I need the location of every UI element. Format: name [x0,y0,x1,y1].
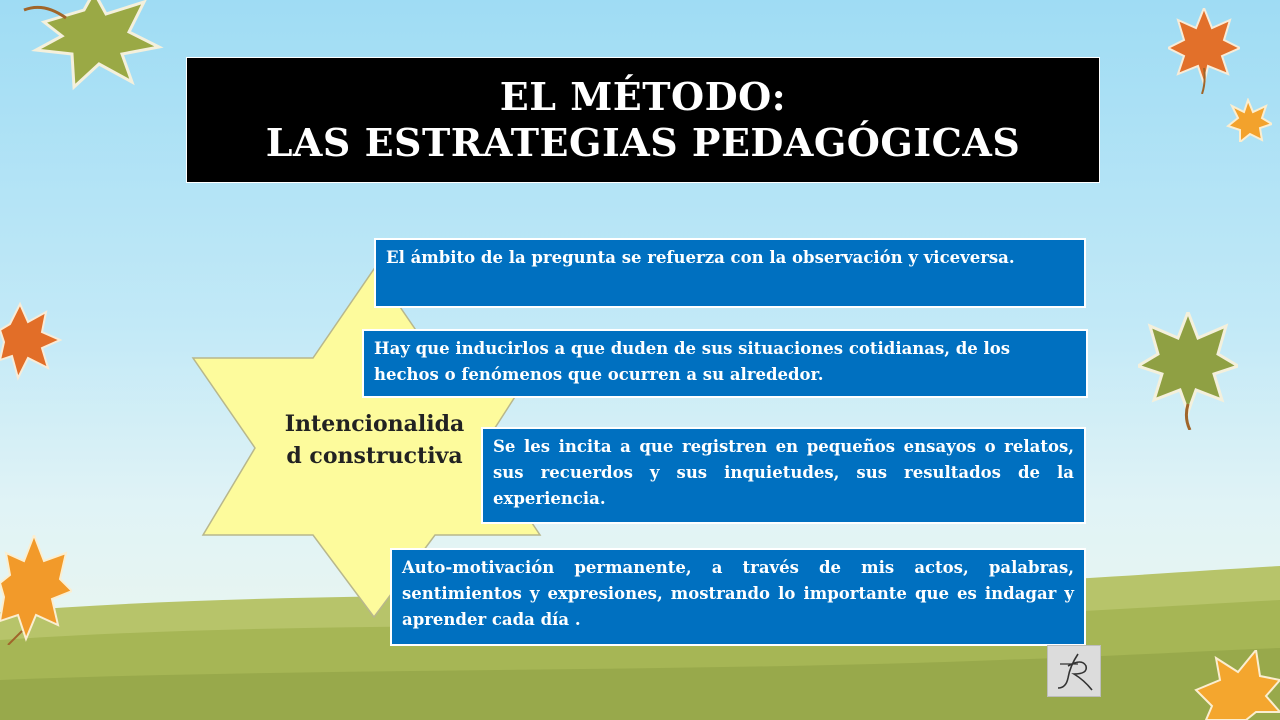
strategy-box-question: El ámbito de la pregunta se refuerza con la observación y viceversa. [374,238,1086,308]
strategy-box-motivation: Auto-motivación permanente, a través de mis actos, palabras, sentimientos y expresiones, mostrando lo importante que es indagar y aprender cada día . [390,548,1086,646]
title-line-2: LAS ESTRATEGIAS PEDAGÓGICAS [265,120,1021,165]
title-line-1: EL MÉTODO: [499,74,787,119]
strategy-box-writing: Se les incita a que registren en pequeños ensayos o relatos, sus recuerdos y sus inquietudes, sus resultados de la experiencia. [481,427,1086,524]
central-concept-label [262,408,487,472]
central-concept-line-1: Intencionalida [284,411,465,437]
strategy-box-doubt: Hay que inducirlos a que duden de sus situaciones cotidianas, de los hechos o fenómenos que ocurren a su alrededor. [362,329,1088,398]
signature-logo-icon [1047,645,1101,697]
central-concept-line-2: d constructiva [286,443,463,469]
